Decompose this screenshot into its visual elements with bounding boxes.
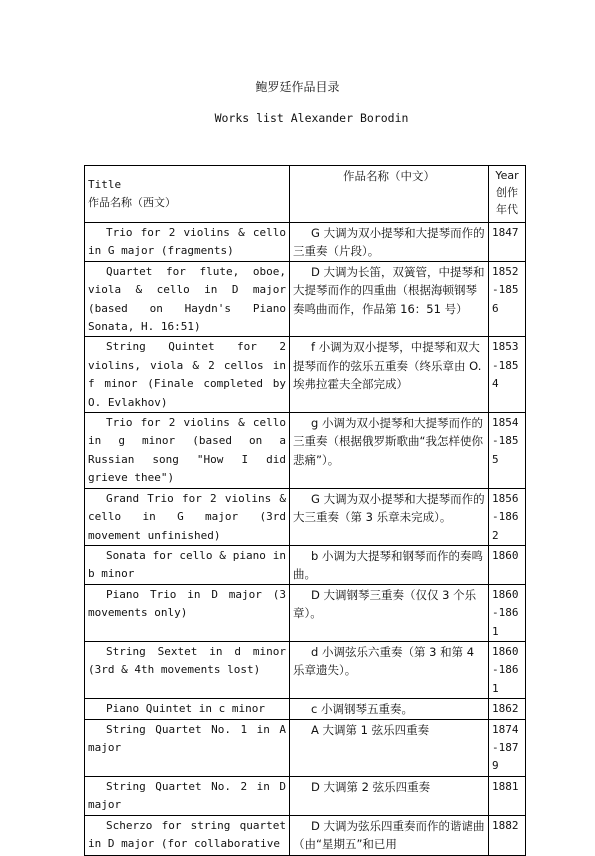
table-header-row: [85, 166, 526, 223]
work-chinese-title-cell: g 小调为双小提琴和大提琴而作的三重奏（根据俄罗斯歌曲“我怎样使你悲痛”）。: [290, 413, 489, 489]
work-chinese-title-cell: c 小调钢琴五重奏。: [290, 699, 489, 719]
work-chinese-title-cell: G 大调为双小提琴和大提琴而作的大三重奏（第 3 乐章未完成）。: [290, 488, 489, 545]
table-row: [85, 413, 526, 489]
work-chinese-title-cell: D 大调第 2 弦乐四重奏: [290, 776, 489, 815]
work-title-cell: Piano Quintet in c minor: [85, 699, 290, 719]
table-row: [85, 584, 526, 641]
work-year-cell: 1874-1879: [489, 719, 526, 776]
work-chinese-title-cell: d 小调弦乐六重奏（第 3 和第 4 乐章遗失）。: [290, 641, 489, 698]
work-chinese-title-cell: b 小调为大提琴和钢琴而作的奏鸣曲。: [290, 545, 489, 584]
work-year-cell: 1852-1856: [489, 261, 526, 337]
work-year-cell: 1860: [489, 545, 526, 584]
work-year-cell: 1860-1861: [489, 641, 526, 698]
table-row: [85, 337, 526, 413]
work-title-cell: Trio for 2 violins & cello in g minor (based on a Russian song "How I did grieve thee"): [85, 413, 290, 489]
table-row: [85, 776, 526, 815]
table-row: [85, 815, 526, 855]
work-year-cell: 1853-1854: [489, 337, 526, 413]
table-row: [85, 545, 526, 584]
work-chinese-title-cell: D 大调为弦乐四重奏而作的谐谑曲（由“星期五”和已用: [290, 815, 489, 855]
work-year-cell: 1862: [489, 699, 526, 719]
header-chinese-title-cell: 作品名称（中文）: [290, 166, 489, 223]
header-title-line2: 作品名称（西文）: [88, 196, 176, 210]
work-year-cell: 1854-1855: [489, 413, 526, 489]
table-row: [85, 719, 526, 776]
work-chinese-title-cell: G 大调为双小提琴和大提琴而作的三重奏（片段）。: [290, 223, 489, 262]
work-title-cell: String Quartet No. 2 in D major: [85, 776, 290, 815]
table-row: [85, 261, 526, 337]
works-table: [84, 165, 526, 856]
work-chinese-title-cell: f 小调为双小提琴，中提琴和双大提琴而作的弦乐五重奏（终乐章由 O.埃弗拉霍夫全部完成）: [290, 337, 489, 413]
table-row: [85, 699, 526, 719]
work-year-cell: 1882: [489, 815, 526, 855]
work-year-cell: 1860-1861: [489, 584, 526, 641]
header-title-cell: [85, 166, 290, 223]
work-title-cell: Piano Trio in D major (3 movements only): [85, 584, 290, 641]
document-title-chinese: 鲍罗廷作品目录: [255, 80, 340, 94]
work-chinese-title-cell: D 大调为长笛，双簧管，中提琴和大提琴而作的四重曲（根据海顿钢琴奏鸣曲而作，作品第 16：51 号）: [290, 261, 489, 337]
work-chinese-title-cell: A 大调第 1 弦乐四重奏: [290, 719, 489, 776]
work-year-cell: 1881: [489, 776, 526, 815]
work-title-cell: Trio for 2 violins & cello in G major (fragments): [85, 223, 290, 262]
work-year-cell: 1856-1862: [489, 488, 526, 545]
work-year-cell: 1847: [489, 223, 526, 262]
header-year-cell: Year 创作年代: [489, 166, 526, 223]
work-title-cell: Scherzo for string quartet in D major (for collaborative: [85, 815, 290, 855]
document-title-english: Works list Alexander Borodin: [214, 111, 409, 125]
work-chinese-title-cell: D 大调钢琴三重奏（仅仅 3 个乐章）。: [290, 584, 489, 641]
header-title-line1: Title: [88, 178, 122, 191]
work-title-cell: String Quartet No. 1 in A major: [85, 719, 290, 776]
table-row: [85, 488, 526, 545]
work-title-cell: String Sextet in d minor (3rd & 4th movements lost): [85, 641, 290, 698]
work-title-cell: String Quintet for 2 violins, viola & 2 cellos in f minor (Finale completed by O. Evlakhov): [85, 337, 290, 413]
work-title-cell: Grand Trio for 2 violins & cello in G major (3rd movement unfinished): [85, 488, 290, 545]
work-title-cell: Sonata for cello & piano in b minor: [85, 545, 290, 584]
work-title-cell: Quartet for flute, oboe, viola & cello in D major (based on Haydn's Piano Sonata, H. 16:51): [85, 261, 290, 337]
table-row: [85, 641, 526, 698]
table-row: [85, 223, 526, 262]
